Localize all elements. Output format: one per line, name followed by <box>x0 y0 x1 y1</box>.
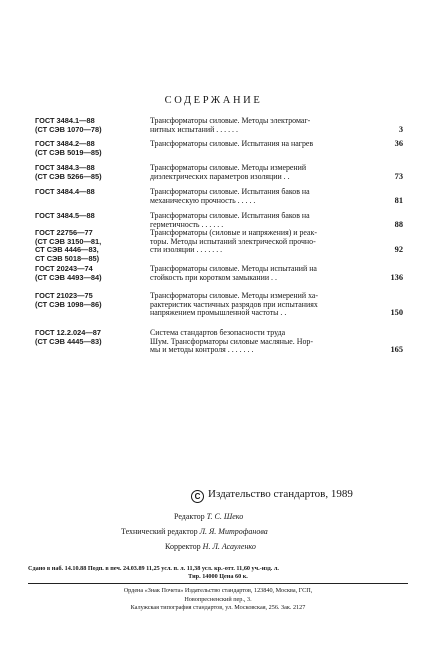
entry-title <box>150 140 378 149</box>
page-number: 165 <box>390 345 403 355</box>
standard-number: СТ СЭВ 4446—83, <box>35 245 99 255</box>
standard-number: (СТ СЭВ 1070—78) <box>35 124 102 134</box>
entry-title-line: стойкость при коротком замыкании . . <box>150 273 277 282</box>
tech-editor-name: Л. Я. Митрофанова <box>199 527 268 536</box>
entry-title-line: нитных испытаний . . . . . . <box>150 125 238 134</box>
entry-title-line: Трансформаторы (силовые и напряжения) и реак- <box>150 229 317 237</box>
print-line: Сдано в наб. 14.10.88 Подп. в печ. 24.03.89 11,25 усл. п. л. 11,38 усл. кр.-отт. 11,60 уч.-изд. л. <box>28 565 279 572</box>
copyright-line <box>191 488 353 503</box>
corrector-line <box>165 542 256 551</box>
entry-title-line: Трансформаторы силовые. Испытания на нагрев <box>150 140 314 148</box>
standard-number: ГОСТ 3484.1—88 <box>35 116 95 125</box>
standard-numbers <box>35 229 155 263</box>
entry-title <box>150 229 378 255</box>
standard-number: (СТ СЭВ 4445—83) <box>35 336 102 346</box>
standard-number: ГОСТ 21023—75 <box>35 291 93 300</box>
standard-number: ГОСТ 20243—74 <box>35 264 93 273</box>
publisher-line-2: Новопресненский пер., 3. <box>184 595 252 603</box>
entry-title-line: мы и методы контроля . . . . . . . <box>150 346 254 355</box>
standard-numbers <box>35 140 155 157</box>
entry-title-line: Трансформаторы силовые. Методы измерений ха- <box>150 292 319 300</box>
entry-title-line: рактеристик частичных разрядов при испытаниях <box>150 300 318 309</box>
tech-editor-label: Технический редактор <box>121 527 198 536</box>
page-number: 150 <box>390 308 403 318</box>
standard-number: (СТ СЭВ 5266—85) <box>35 171 102 181</box>
standard-numbers <box>35 292 155 309</box>
publisher-line-1: Ордена «Знак Почета» Издательство стандартов, 123840, Москва, ГСП, <box>123 587 313 595</box>
standard-number: ГОСТ 22756—77 <box>35 228 93 237</box>
page-number: 88 <box>394 219 403 229</box>
tech-editor-line <box>121 527 268 536</box>
copyright-icon: C <box>191 490 204 503</box>
standard-number: ГОСТ 12.2.024—87 <box>35 328 101 337</box>
standard-numbers <box>35 265 155 282</box>
entry-title-line: сти изоляции . . . . . . . <box>150 246 223 255</box>
entry-title <box>150 117 378 134</box>
standard-numbers <box>35 164 155 181</box>
printer-line: Калужская типография стандартов, ул. Московская, 256. Зак. 2127 <box>130 603 306 611</box>
standard-number: ГОСТ 3484.4—88 <box>35 187 95 196</box>
page-number: 73 <box>394 171 403 181</box>
entry-title <box>150 292 378 318</box>
entry-title <box>150 329 378 355</box>
copyright-text: Издательство стандартов, 1989 <box>208 488 353 500</box>
editor-line <box>174 512 243 521</box>
page-number: 36 <box>394 139 403 148</box>
entry-title-line: диэлектрических параметров изоляции . . <box>150 172 290 181</box>
entry-title-line: Трансформаторы силовые. Испытания баков на <box>150 188 310 196</box>
entry-title-line: Трансформаторы силовые. Методы измерений <box>150 164 307 172</box>
entry-title-line: Трансформаторы силовые. Методы электромаг- <box>150 117 311 125</box>
entry-title-line: напряжением промышленной частоты . . <box>150 309 287 318</box>
entry-title-line: торы. Методы испытаний электрической прочно- <box>150 237 316 246</box>
standard-number: ГОСТ 3484.2—88 <box>35 139 95 148</box>
divider <box>28 583 408 584</box>
corrector-label: Корректор <box>165 542 201 551</box>
entry-title-line: Трансформаторы силовые. Методы испытаний на <box>150 265 317 273</box>
standard-numbers <box>35 188 155 197</box>
standard-numbers <box>35 212 155 221</box>
standard-number: (СТ СЭВ 5019—85) <box>35 147 102 157</box>
standard-number: (СТ СЭВ 4493—84) <box>35 272 102 282</box>
imprint-block <box>28 565 408 612</box>
entry-title-line: герметичность . . . . . . <box>150 220 224 229</box>
entry-title <box>150 265 378 282</box>
run-line: Тир. 14000 Цена 60 к. <box>188 573 248 581</box>
standard-number: (СТ СЭВ 1098—86) <box>35 299 102 309</box>
entry-title-line: Трансформаторы силовые. Испытания баков на <box>150 212 310 220</box>
standard-number: СТ СЭВ 5018—85) <box>35 253 100 263</box>
page-number: 3 <box>398 124 403 134</box>
page-number: 81 <box>394 195 403 205</box>
page-number: 136 <box>390 272 403 282</box>
entry-title-line: Шум. Трансформаторы силовые масляные. Нор- <box>150 337 313 346</box>
page-number: 92 <box>394 245 403 255</box>
corrector-name: Н. Л. Асауленко <box>202 542 256 551</box>
contents-title: СОДЕРЖАНИЕ <box>164 95 263 106</box>
standard-number: ГОСТ 3484.3—88 <box>35 163 95 172</box>
editor-label: Редактор <box>174 512 205 521</box>
editor-name: Т. С. Шеко <box>206 512 244 521</box>
entry-title <box>150 212 378 229</box>
entry-title-line: механическую прочность . . . . . <box>150 196 256 205</box>
standard-number: ГОСТ 3484.5—88 <box>35 211 95 220</box>
entry-title <box>150 164 378 181</box>
entry-title-line: Система стандартов безопасности труда <box>150 329 286 337</box>
standard-numbers <box>35 329 155 346</box>
entry-title <box>150 188 378 205</box>
standard-number: (СТ СЭВ 3150—81, <box>35 236 102 246</box>
standard-numbers <box>35 117 155 134</box>
